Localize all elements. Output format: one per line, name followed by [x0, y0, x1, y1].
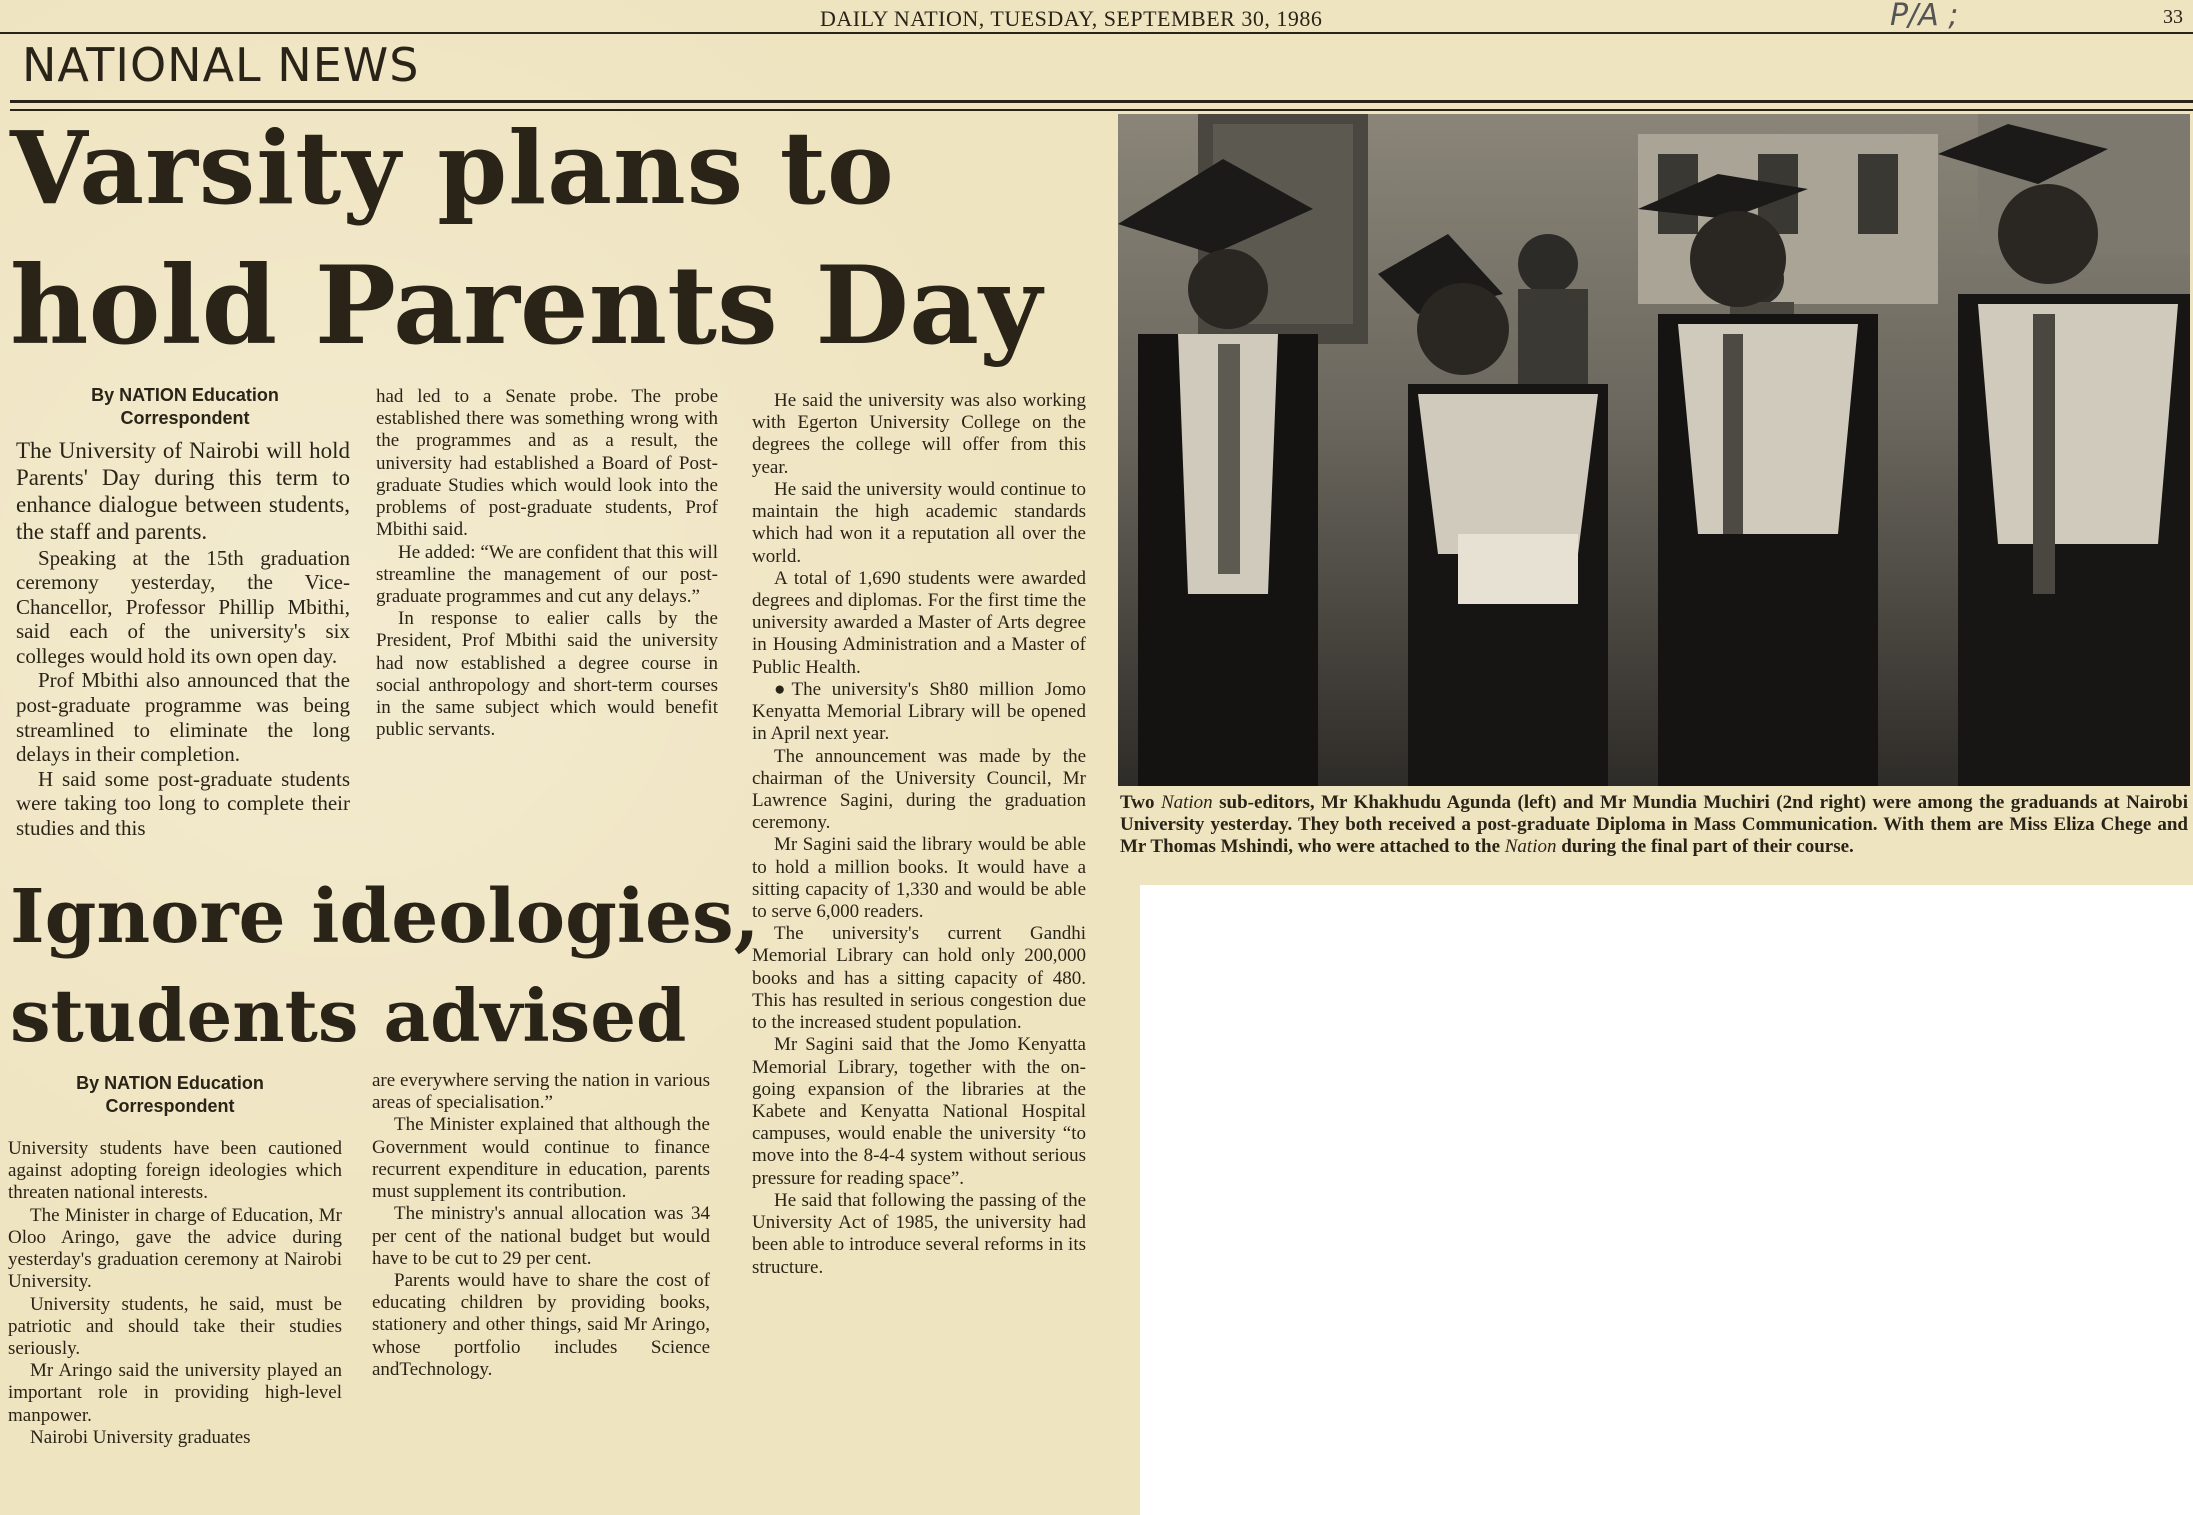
section-title: NATIONAL NEWS: [22, 38, 420, 92]
paragraph: A total of 1,690 students were awarded degrees and diplomas. For the first time the university awarded a Master of Arts degree in Housing Administration and a Master of Public Health.: [752, 567, 1086, 678]
article2-column-2: [372, 1070, 710, 1381]
paragraph: In response to ealier calls by the President, Prof Mbithi said the university had now established a degree course in social anthropology and short-term courses in the same subject which would benefit public servants.: [376, 608, 718, 741]
paragraph: had led to a Senate probe. The probe established there was something wrong with the programmes and as a result, the university had established a Board of Post-graduate Studies which would look into the problems of post-graduate students, Prof Mbithi said.: [376, 386, 718, 541]
paragraph: He said that following the passing of the University Act of 1985, the university had been able to introduce several reforms in its structure.: [752, 1189, 1086, 1278]
dateline: DAILY NATION, TUESDAY, SEPTEMBER 30, 1986: [820, 6, 1323, 31]
paragraph: He added: “We are confident that this will streamline the management of our post-graduate programmes and cut any delays.”: [376, 541, 718, 607]
article1-column-2: [376, 386, 718, 742]
paragraph: Speaking at the 15th graduation ceremony yesterday, the Vice-Chancellor, Professor Phillip Mbithi, said each of the university's six colleges would hold its own open day.: [16, 545, 350, 668]
paragraph: University students have been cautioned against adopting foreign ideologies which threaten national interests.: [8, 1138, 342, 1204]
byline-line1: By NATION Education: [76, 1073, 264, 1093]
caption-paper-name: Nation: [1504, 836, 1557, 858]
section-divider: [10, 100, 2193, 111]
byline-line2: Correspondent: [120, 408, 250, 429]
article1-column-1: [16, 438, 350, 840]
paragraph: The university's current Gandhi Memorial Library can hold only 200,000 books and has a sitting capacity of 480. This has resulted in serious congestion due to the increased student population.: [752, 923, 1086, 1034]
paragraph: are everywhere serving the nation in various areas of specialisation.”: [372, 1070, 710, 1114]
paragraph: Mr Aringo said the university played an important role in providing high-level manpower.: [8, 1360, 342, 1426]
paragraph: He said the university was also working with Egerton University College on the degrees the college will offer from this year.: [752, 390, 1086, 478]
caption-text: during the final part of their course.: [1556, 836, 1854, 858]
photo-caption: [1120, 792, 2188, 859]
paragraph: The Minister in charge of Education, Mr Oloo Aringo, gave the advice during yesterday's graduation ceremony at Nairobi University.: [8, 1204, 342, 1293]
paragraph: The announcement was made by the chairman of the University Council, Mr Lawrence Sagini, during the graduation ceremony.: [752, 745, 1086, 834]
graduation-photo: [1118, 114, 2190, 786]
paragraph: The Minister explained that although the Government would continue to finance recurrent expenditure in education, parents must supplement its contribution.: [372, 1114, 710, 1203]
byline-line1: By NATION Education: [91, 385, 279, 405]
page-number: 33: [2163, 6, 2183, 28]
paragraph: The ministry's annual allocation was 34 per cent of the national budget but would have to be cut to 29 per cent.: [372, 1203, 710, 1269]
paragraph: Mr Sagini said the library would be able to hold a million books. It would have a sitting capacity of 1,330 and would be able to serve 6,000 readers.: [752, 834, 1086, 923]
paragraph: Nairobi University graduates: [30, 1426, 251, 1448]
paragraph: He said the university would continue to maintain the high academic standards which had won it a reputation all over the world.: [752, 478, 1086, 567]
article1-column-3: [752, 390, 1086, 1279]
article1-headline-line2: hold Parents Day: [10, 243, 1042, 369]
article2-column-1: [8, 1138, 342, 1449]
article1-byline: [40, 384, 330, 431]
paragraph: H said some post-graduate students were taking too long to complete their studies and this: [16, 766, 350, 840]
masthead: [0, 2, 2193, 34]
article2-headline-line1: Ignore ideologies,: [10, 874, 760, 960]
article2-byline: [20, 1072, 320, 1119]
paragraph: ●The university's Sh80 million Jomo Kenyatta Memorial Library will be opened in April next year.: [752, 678, 1086, 745]
article2-headline-line2: students advised: [10, 973, 687, 1058]
caption-text: sub-editors, Mr Khakhudu Agunda (left) and Mr Mundia Muchiri (2nd right) were among the graduands at Nairobi University yesterday. They both received a post-graduate Diploma in Mass Communication. With them are Miss Eliza Chege and Mr Thomas Mshindi, who were attached to the: [1120, 792, 2188, 858]
handwritten-note: P/A ;: [1890, 0, 1959, 33]
caption-paper-name: Nation: [1160, 792, 1213, 813]
paragraph: Prof Mbithi also announced that the post-graduate programme was being streamlined to eliminate the long delays in their completion.: [16, 668, 350, 767]
paragraph: The University of Nairobi will hold Parents' Day during this term to enhance dialogue between students, the staff and parents.: [16, 438, 350, 544]
byline-line2: Correspondent: [105, 1096, 235, 1117]
caption-text: Two: [1120, 792, 1161, 813]
paragraph: University students, he said, must be patriotic and should take their studies seriously.: [8, 1293, 342, 1359]
graduation-photo-illustration: [1118, 114, 2190, 786]
paragraph: Mr Sagini said that the Jomo Kenyatta Memorial Library, together with the on-going expansion of the libraries at the Kabete and Kenyatta National Hospital campuses, would enable the university “to move into the 8-4-4 system without serious pressure for reading space”.: [752, 1034, 1086, 1189]
article1-headline-line1: Varsity plans to: [10, 109, 895, 227]
paragraph: Parents would have to share the cost of educating children by providing books, stationery and other things, said Mr Aringo, whose portfolio includes Science andTechnology.: [372, 1269, 710, 1380]
